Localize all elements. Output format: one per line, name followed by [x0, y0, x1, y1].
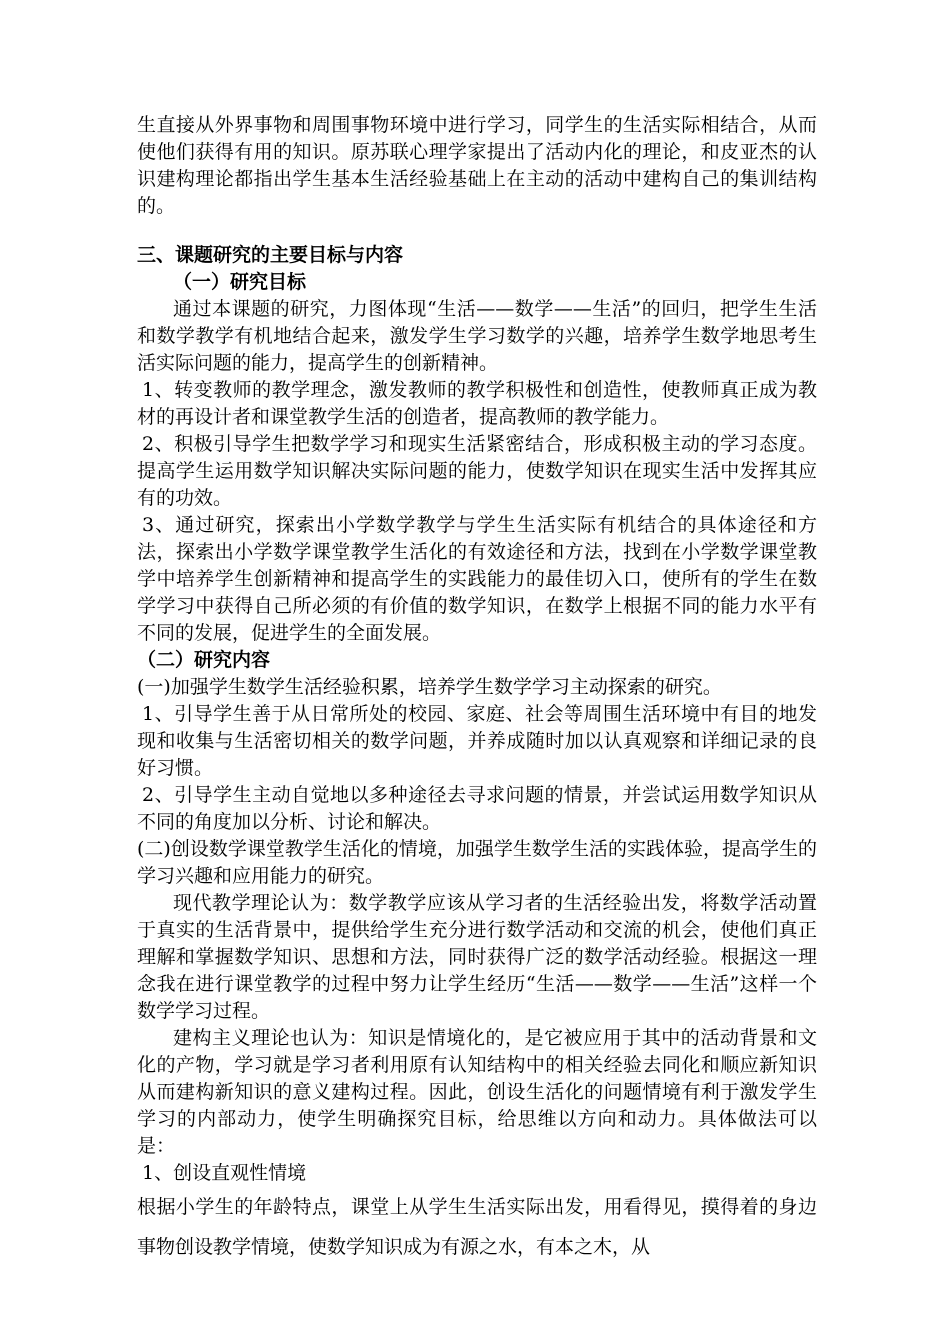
goal-item-2: 2、积极引导学生把数学学习和现实生活紧密结合，形成积极主动的学习态度。提高学生运用数学知识解决实际问题的能力，使数学知识在现实生活中发挥其应有的功效。: [137, 433, 817, 509]
content-1-item-1: 1、引导学生善于从日常所处的校园、家庭、社会等周围生活环境中有目的地发现和收集与生活密切相关的数学问题，并养成随时加以认真观察和详细记录的良好习惯。: [137, 703, 817, 779]
content-1-title: (一)加强学生数学生活经验积累，培养学生数学学习主动探索的研究。: [137, 676, 722, 698]
constructivism-paragraph: 建构主义理论也认为：知识是情境化的，是它被应用于其中的活动背景和文化的产物，学习就是学习者利用原有认知结构中的相关经验去同化和顺应新知识从而建构新知识的意义建构过程。因此，创设生活化的问题情境有利于激发学生学习的内部动力，使学生明确探究目标，给思维以方向和动力。具体做法可以是：: [137, 1027, 817, 1157]
goals-intro-paragraph: 通过本课题的研究，力图体现“生活——数学——生活”的回归，把学生生活和数学教学有机地结合起来，激发学生学习数学的兴趣，培养学生数学地思考生活实际问题的能力，提高学生的创新精神。: [137, 298, 817, 374]
goal-item-1: 1、转变教师的教学理念，激发教师的教学积极性和创造性，使教师真正成为教材的再设计者和课堂教学生活的创造者，提高教师的教学能力。: [137, 379, 817, 428]
age-characteristics-paragraph: 根据小学生的年龄特点，课堂上从学生生活实际出发，用看得见，摸得着的身边事物创设教学情境，使数学知识成为有源之水，有本之木，从: [137, 1196, 817, 1258]
goal-item-3: 3、通过研究，探索出小学数学教学与学生生活实际有机结合的具体途径和方法，探索出小学数学课堂教学生活化的有效途径和方法，找到在小学数学课堂教学中培养学生创新精神和提高学生的实践能力的最佳切入口，使所有的学生在数学学习中获得自己所必须的有价值的数学知识，在数学上根据不同的能力水平有不同的发展，促进学生的全面发展。: [137, 514, 817, 644]
intuitive-situation-item: 1、创设直观性情境: [142, 1162, 307, 1184]
modern-theory-paragraph: 现代教学理论认为：数学教学应该从学习者的生活经验出发，将数学活动置于真实的生活背景中，提供给学生充分进行数学活动和交流的机会，使他们真正理解和掌握数学知识、思想和方法，同时获得广泛的数学活动经验。根据这一理念我在进行课堂教学的过程中努力让学生经历“生活——数学——生活”这样一个数学学习过程。: [137, 892, 817, 1022]
document-page: [137, 112, 817, 1267]
section-spacer: [137, 220, 817, 242]
subsection-heading-goals: （一）研究目标: [173, 271, 307, 293]
subsection-heading-content: （二）研究内容: [137, 649, 271, 671]
section-heading: 三、课题研究的主要目标与内容: [137, 244, 404, 266]
content-2-title: (二)创设数学课堂教学生活化的情境，加强学生数学生活的实践体验，提高学生的学习兴趣和应用能力的研究。: [137, 838, 817, 887]
content-1-item-2: 2、引导学生主动自觉地以多种途径去寻求问题的情景，并尝试运用数学知识从不同的角度加以分析、讨论和解决。: [137, 784, 817, 833]
intro-paragraph: 生直接从外界事物和周围事物环境中进行学习，同学生的生活实际相结合，从而使他们获得有用的知识。原苏联心理学家提出了活动内化的理论，和皮亚杰的认识建构理论都指出学生基本生活经验基础上在主动的活动中建构自己的集训结构的。: [137, 114, 817, 217]
